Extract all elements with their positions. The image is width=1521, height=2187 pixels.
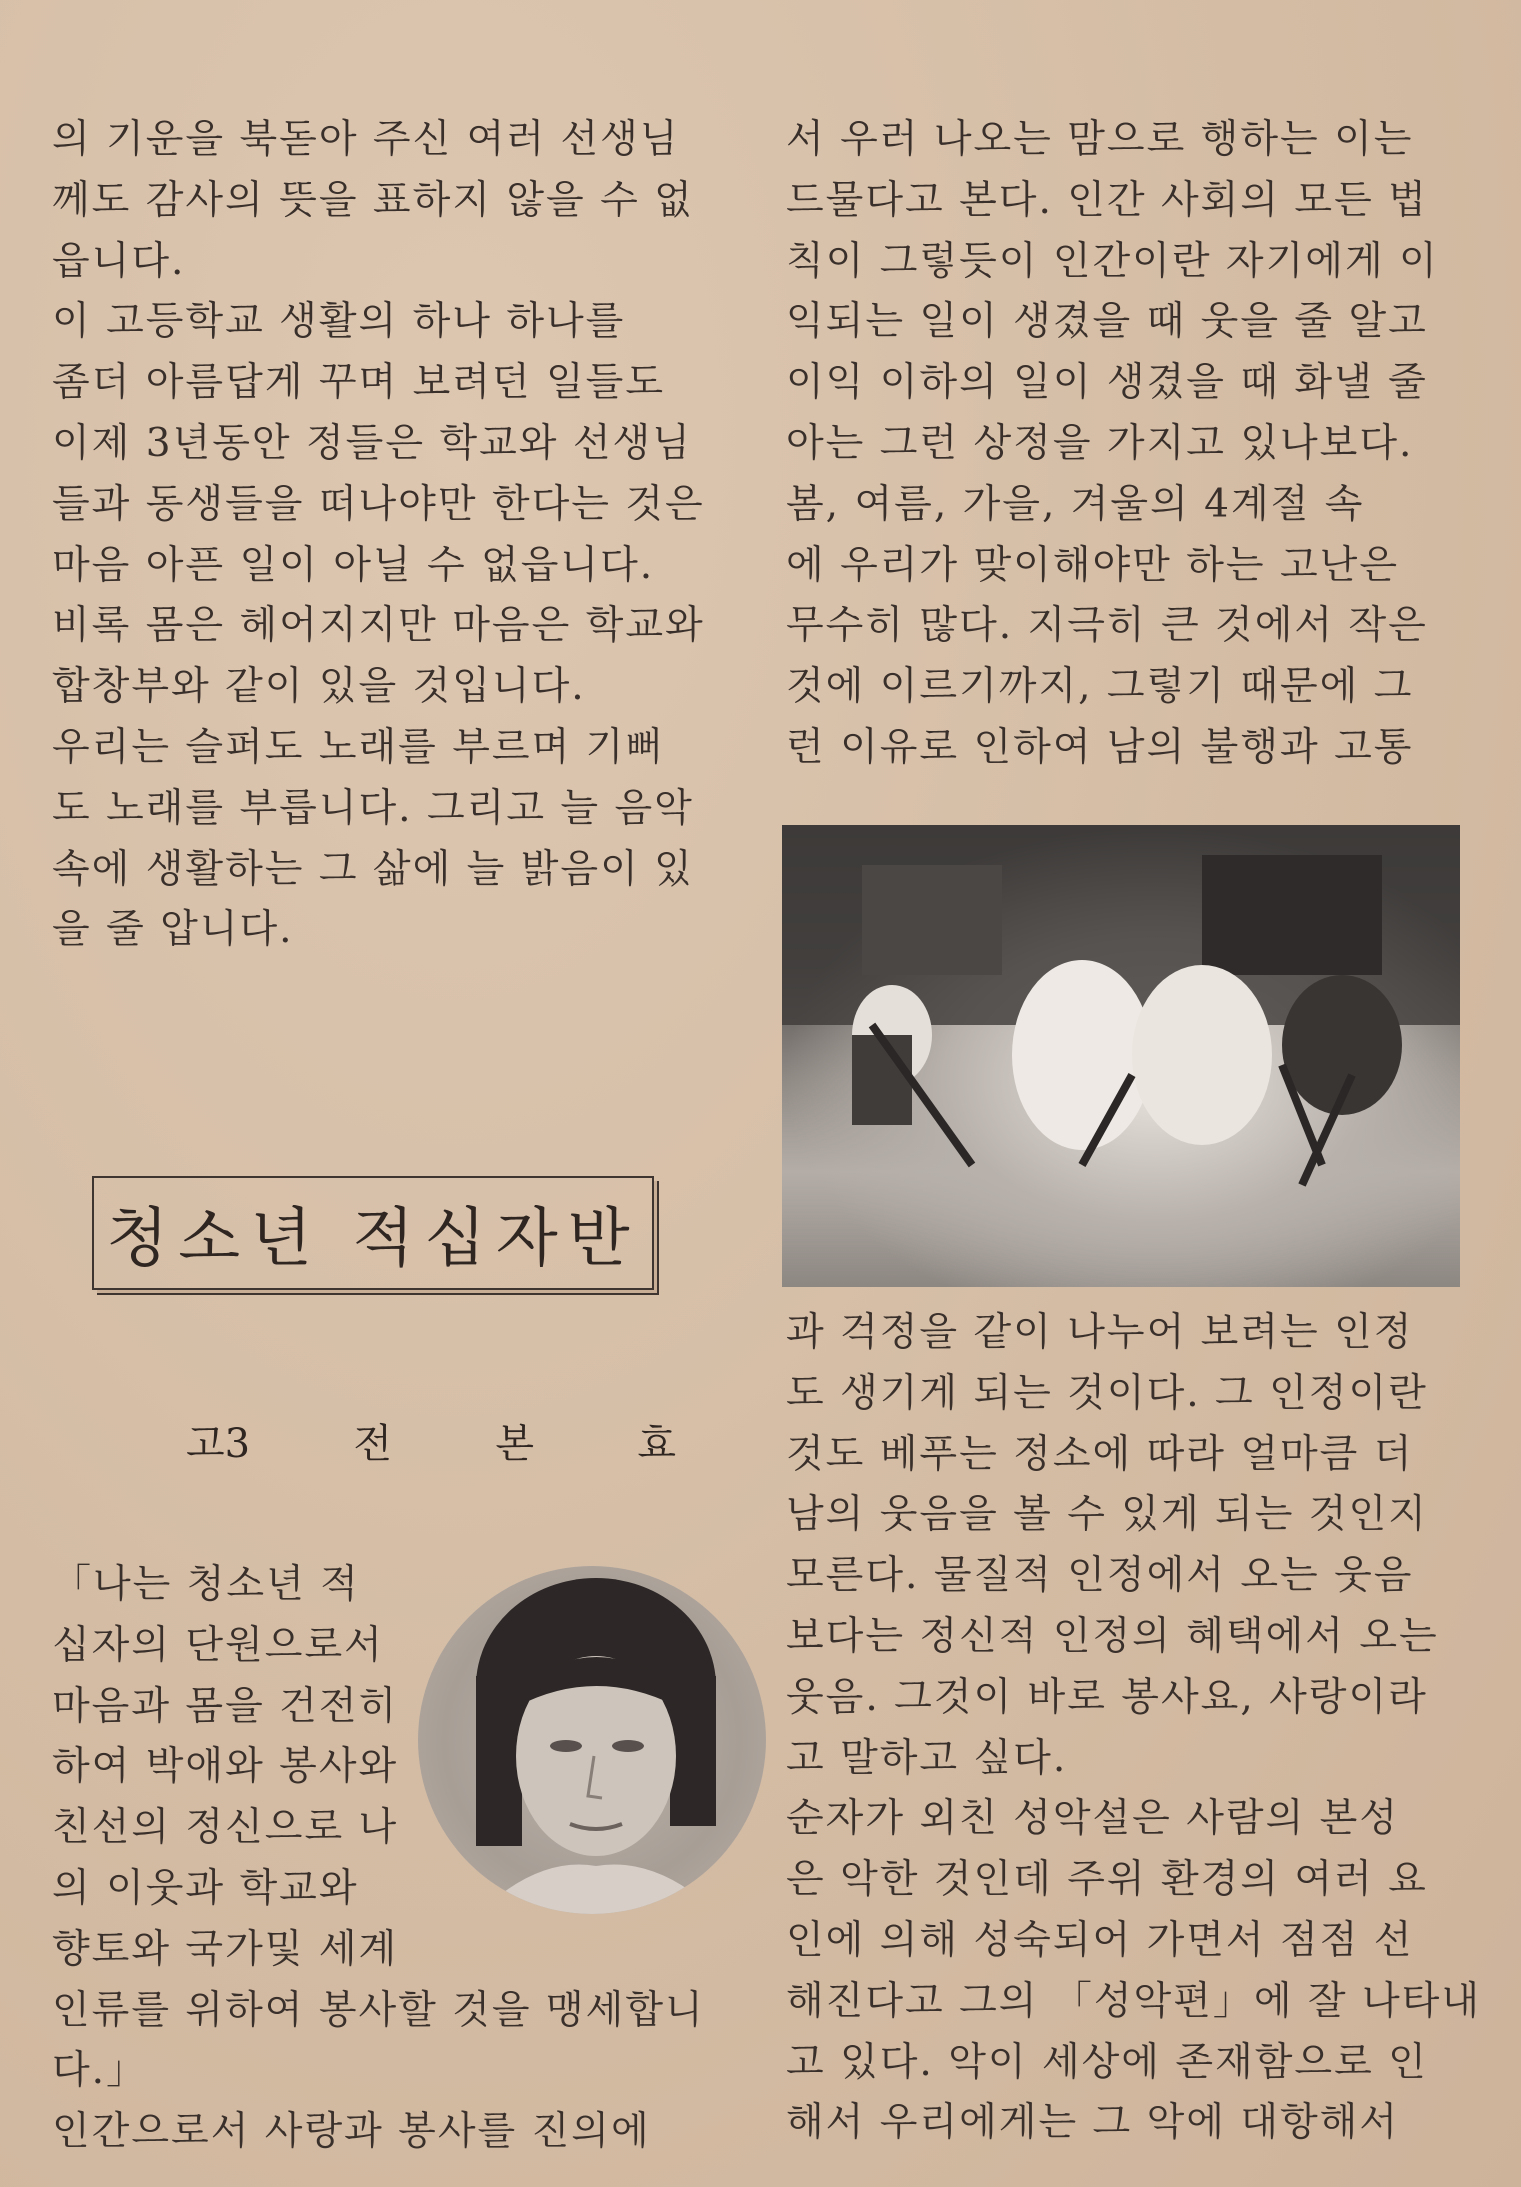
text-line: 에 우리가 맞이해야만 하는 고난은 (786, 542, 1400, 588)
article-title-box (92, 1176, 654, 1290)
text-line: 「나는 청소년 적 (52, 1562, 360, 1607)
text-line: 봄, 여름, 가을, 겨울의 4계절 속 (786, 481, 1365, 527)
text-line: 친선의 정신으로 나 (52, 1805, 399, 1851)
text-line: 도 생기게 되는 것이다. 그 인정이란 (786, 1370, 1428, 1416)
text-line: 남의 웃음을 볼 수 있게 되는 것인지 (786, 1492, 1428, 1538)
text-line: 읍니다. (52, 238, 186, 284)
text-line: 것에 이르기까지, 그렇기 때문에 그 (786, 664, 1414, 710)
cleaning-activity-photo (782, 825, 1460, 1287)
byline-name-1: 전 (353, 1420, 393, 1467)
text-line: 좀더 아름답게 꾸며 보려던 일들도 (52, 360, 666, 406)
text-line: 런 이유로 인하여 남의 불행과 고통 (786, 725, 1414, 770)
text-line: 고 있다. 악이 세상에 존재함으로 인 (786, 2039, 1428, 2085)
text-line: 무수히 많다. 지극히 큰 것에서 작은 (786, 603, 1428, 649)
text-line: 우리는 슬퍼도 노래를 부르며 기뻐 (52, 725, 666, 770)
text-line: 이익 이하의 일이 생겼을 때 화낼 줄 (786, 360, 1428, 406)
text-line: 들과 동생들을 떠나야만 한다는 것은 (52, 481, 705, 527)
text-line: 드물다고 본다. 인간 사회의 모든 법 (786, 177, 1428, 223)
text-line: 것도 베푸는 정소에 따라 얼마큼 더 (786, 1431, 1414, 1477)
text-line: 다.」 (52, 2048, 148, 2094)
byline-name-3: 효 (637, 1420, 676, 1467)
text-line: 의 이웃과 학교와 (52, 1866, 359, 1911)
text-line: 해서 우리에게는 그 악에 대항해서 (786, 2100, 1400, 2146)
text-line: 향토와 국가및 세계 (52, 1926, 399, 1972)
text-line: 께도 감사의 뜻을 표하지 않을 수 없 (52, 177, 694, 223)
text-line: 합창부와 같이 있을 것입니다. (52, 664, 586, 710)
text-line: 의 기운을 북돋아 주신 여러 선생님 (52, 117, 680, 162)
text-line: 인에 의해 성숙되어 가면서 점점 선 (786, 1918, 1414, 1963)
text-line: 아는 그런 상정을 가지고 있나보다. (786, 421, 1414, 466)
text-line: 서 우러 나오는 맘으로 행하는 이는 (786, 117, 1414, 162)
author-portrait-photo (418, 1566, 766, 1914)
text-line: 모른다. 물질적 인정에서 오는 웃음 (786, 1553, 1414, 1599)
text-line: 도 노래를 부릅니다. 그리고 늘 음악 (52, 785, 694, 831)
text-line: 을 줄 압니다. (52, 907, 294, 953)
text-line: 인간으로서 사랑과 봉사를 진의에 (52, 2109, 651, 2155)
text-line: 마음 아픈 일이 아닐 수 없읍니다. (52, 542, 655, 588)
text-line: 인류를 위하여 봉사할 것을 맹세합니 (52, 1987, 705, 2033)
text-line: 보다는 정신적 인정의 혜택에서 오는 (786, 1614, 1439, 1659)
text-line: 비록 몸은 헤어지지만 마음은 학교와 (52, 603, 705, 649)
text-line: 칙이 그렇듯이 인간이란 자기에게 이 (786, 238, 1439, 284)
text-line: 속에 생활하는 그 삶에 늘 밝음이 있 (52, 846, 694, 892)
text-line: 고 말하고 싶다. (786, 1735, 1068, 1781)
text-line: 웃음. 그것이 바로 봉사요, 사랑이라 (786, 1674, 1428, 1720)
text-line: 순자가 외친 성악설은 사람의 본성 (786, 1796, 1400, 1842)
text-line: 과 걱정을 같이 나누어 보려는 인정 (786, 1310, 1414, 1355)
text-line: 이 고등학교 생활의 하나 하나를 (52, 299, 626, 345)
text-line: 하여 박애와 봉사와 (52, 1744, 399, 1790)
text-line: 익되는 일이 생겼을 때 웃을 줄 알고 (786, 299, 1428, 345)
byline (186, 1410, 676, 1470)
text-line: 마음과 몸을 건전히 (52, 1683, 399, 1729)
article-title: 청소년 적십자반 (106, 1202, 640, 1276)
text-line: 은 악한 것인데 주위 환경의 여러 요 (786, 1857, 1428, 1903)
text-line: 해진다고 그의 「성악편」에 잘 나타내 (786, 1978, 1482, 2024)
byline-grade: 고3 (186, 1420, 251, 1467)
byline-name-2: 본 (495, 1420, 535, 1467)
text-line: 이제 3년동안 정들은 학교와 선생님 (52, 421, 692, 466)
text-line: 십자의 단원으로서 (52, 1622, 384, 1668)
